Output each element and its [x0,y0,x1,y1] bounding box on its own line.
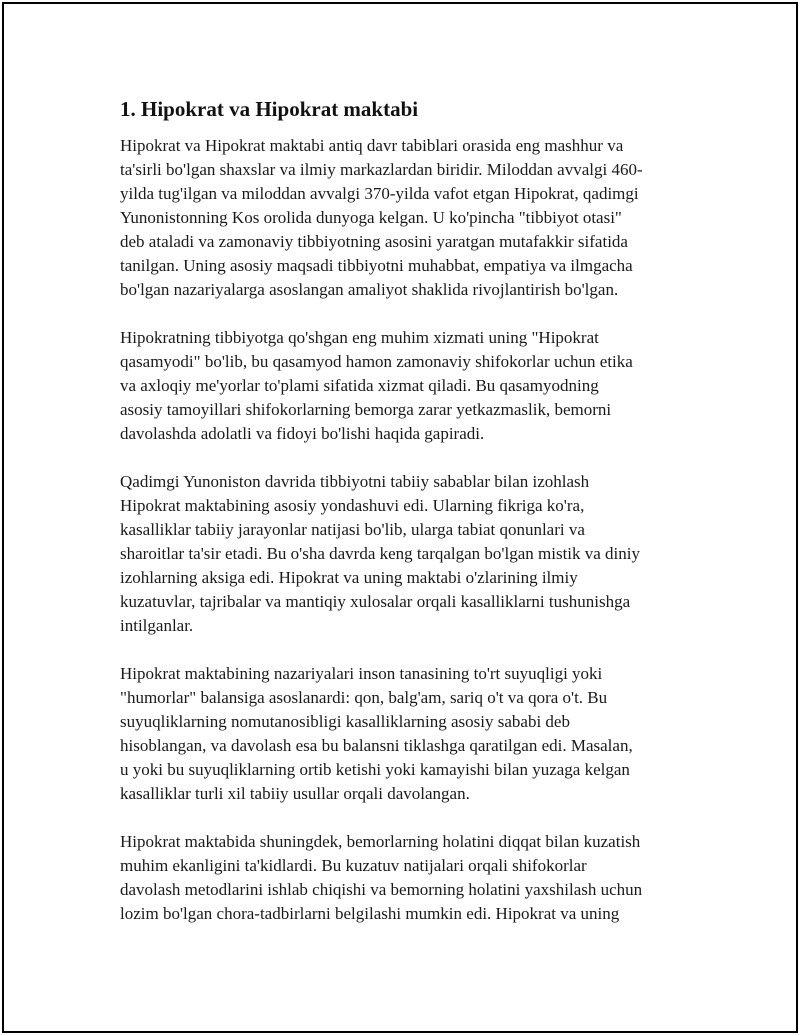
section-heading: 1. Hipokrat va Hipokrat maktabi [120,97,419,121]
document-body [120,96,700,950]
text-line: izohlarning aksiga edi. Hipokrat va uning maktabi o'zlarining ilmiy [120,568,578,587]
text-line: ta'sirli bo'lgan shaxslar va ilmiy markazlardan biridir. Miloddan avvalgi 460- [120,160,643,179]
text-line: kasalliklar tabiiy jarayonlar natijasi bo'lib, ularga tabiat qonunlari va [120,520,585,539]
text-line: hisoblangan, va davolash esa bu balansni tiklashga qaratilgan edi. Masalan, [120,736,633,755]
text-line: Hipokratning tibbiyotga qo'shgan eng muhim xizmati uning "Hipokrat [120,328,599,347]
paragraph [120,134,700,302]
text-line: bo'lgan nazariyalarga asoslangan amaliyot shaklida rivojlantirish bo'lgan. [120,280,619,299]
text-line: asosiy tamoyillari shifokorlarning bemorga zarar yetkazmaslik, bemorni [120,400,612,419]
text-line: Hipokrat maktabining nazariyalari inson tanasining to'rt suyuqligi yoki [120,664,603,683]
text-line: muhim ekanligini ta'kidlardi. Bu kuzatuv natijalari orqali shifokorlar [120,856,587,875]
paragraph [120,662,700,806]
text-line: va axloqiy me'yorlar to'plami sifatida xizmat qiladi. Bu qasamyodning [120,376,599,395]
text-line: u yoki bu suyuqliklarning ortib ketishi yoki kamayishi bilan yuzaga kelgan [120,760,630,779]
paragraph-list [120,134,700,926]
text-line: davolashda adolatli va fidoyi bo'lishi haqida gapiradi. [120,424,485,443]
text-line: lozim bo'lgan chora-tadbirlarni belgilashi mumkin edi. Hipokrat va uning [120,904,620,923]
text-line: suyuqliklarning nomutanosibligi kasalliklarning asosiy sababi deb [120,712,570,731]
text-line: tanilgan. Uning asosiy maqsadi tibbiyotni muhabbat, empatiya va ilmgacha [120,256,633,275]
text-line: Qadimgi Yunoniston davrida tibbiyotni tabiiy sabablar bilan izohlash [120,472,590,491]
text-line: "humorlar" balansiga asoslanardi: qon, balg'am, sariq o't va qora o't. Bu [120,688,608,707]
page-frame [2,2,798,1033]
paragraph [120,326,700,446]
text-line: qasamyodi" bo'lib, bu qasamyod hamon zamonaviy shifokorlar uchun etika [120,352,633,371]
paragraph [120,470,700,638]
text-line: Hipokrat maktabining asosiy yondashuvi edi. Ularning fikriga ko'ra, [120,496,585,515]
text-line: deb ataladi va zamonaviy tibbiyotning asosini yaratgan mutafakkir sifatida [120,232,628,251]
text-line: Yunonistonning Kos orolida dunyoga kelgan. U ko'pincha "tibbiyot otasi" [120,208,622,227]
paragraph [120,830,700,926]
text-line: Hipokrat va Hipokrat maktabi antiq davr tabiblari orasida eng mashhur va [120,136,624,155]
text-line: kasalliklar turli xil tabiiy usullar orqali davolangan. [120,784,470,803]
text-line: Hipokrat maktabida shuningdek, bemorlarning holatini diqqat bilan kuzatish [120,832,641,851]
text-line: davolash metodlarini ishlab chiqishi va bemorning holatini yaxshilash uchun [120,880,643,899]
text-line: kuzatuvlar, tajribalar va mantiqiy xulosalar orqali kasalliklarni tushunishga [120,592,631,611]
text-line: sharoitlar ta'sir etadi. Bu o'sha davrda keng tarqalgan bo'lgan mistik va diniy [120,544,641,563]
text-line: intilganlar. [120,616,194,635]
text-line: yilda tug'ilgan va miloddan avvalgi 370-yilda vafot etgan Hipokrat, qadimgi [120,184,639,203]
